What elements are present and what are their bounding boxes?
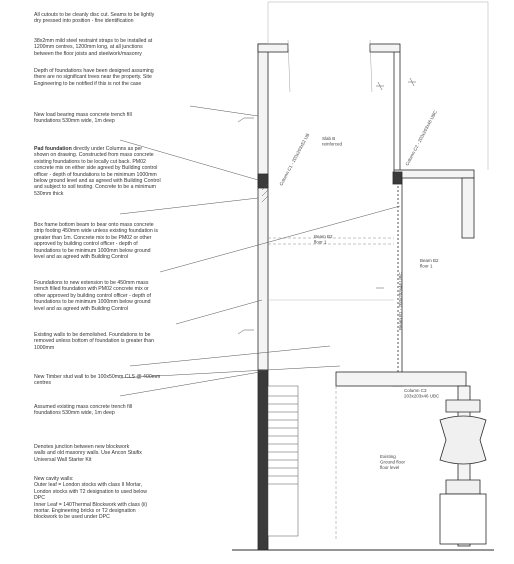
note-existing-trench-fill: Assumed existing mass concrete trench fill foundations 530mm wide, 1m deep bbox=[34, 404, 133, 417]
label-room-right: Beam B2 floor 1 bbox=[420, 258, 439, 269]
note-wall-junction: Denotes junction between new blockwork walls and old masonry walls. Use Ancon Staifix Universal Wall Starter Kit bbox=[34, 444, 142, 463]
right-return-wall bbox=[462, 178, 474, 238]
top-left-wall bbox=[258, 44, 288, 52]
label-column-c1: Column C1 - 203x203x52 UB bbox=[278, 132, 311, 187]
step-wall bbox=[394, 170, 474, 178]
existing-left-wall bbox=[258, 370, 268, 550]
note-cutouts: All cutouts to be cleanly disc cut. Seams to be lightly dry pressed into position - fine identification bbox=[34, 12, 155, 25]
pad-foundation-title: Pad foundation bbox=[34, 146, 72, 152]
label-stair-room: Existing Ground floor floor level bbox=[380, 454, 406, 470]
column-c2 bbox=[393, 172, 402, 184]
note-timber-stud: New Timber stud wall to be 100x50mm CLS @ 400mm centres bbox=[34, 374, 161, 387]
note-cavity-walls: New cavity walls: Outer leaf = London stocks with class II Mortar, London stocks with T2 designation to used below DPC Inner Leaf = 140Thermal Blockwork with class (ii) mortar. Engineering bricks or T2 designation blockwork to be used under DPC bbox=[34, 476, 148, 521]
label-slab: Slab B reinforced bbox=[322, 136, 343, 147]
label-room-mid: Beam B2 floor 1 bbox=[314, 234, 333, 245]
label-beam-b1: Beam B1 - 203x203x46 UBC bbox=[398, 272, 403, 330]
note-trench-fill-new: New load bearing mass concrete trench fill foundations 530mm wide, 1m deep bbox=[34, 112, 132, 125]
column-c1 bbox=[258, 174, 268, 188]
existing-rear-wall bbox=[336, 372, 466, 386]
note-box-frame: Box frame bottom beam to bear onto mass concrete strip footing 450mm wide unless existing foundation is greater than 1m. Concrete mix to be PM02 or other approved by building control officer - depth of foundations to be minimum 1000mm below ground level and as agreed with Building Control bbox=[34, 222, 158, 261]
note-extension-foundations: Foundations to new extension to be 450mm mass trench filled foundation with PM02 concrete mix or other approved by building control officer - depth of foundations to be minimum 1000mm below ground level and as agreed with Building Control bbox=[34, 280, 151, 312]
note-pad-foundation: Pad foundation directly under Columns as per shown on drawing. Constructed from mass concrete existing foundations to be locally cut back. PM02 concrete mix on either side agreed by Building control officer - depth of foundations to be minimum 1000mm below ground level and as agreed with Building Control and subject to soil testing. Concrete to be a minimum 530mm thick bbox=[34, 146, 161, 197]
label-column-c2: Column C2 - 203x203x46 UBC bbox=[404, 109, 438, 167]
note-trees: Depth of foundations have been designed assuming there are no significant trees near the property. Site Engineering to be notified if this is not the case bbox=[34, 68, 154, 87]
top-right-wall bbox=[370, 44, 400, 52]
note-demolish-walls: Existing walls to be demolished. Foundations to be removed unless bottom of foundation is greater than 1000mm bbox=[34, 332, 154, 351]
staircase bbox=[268, 386, 298, 536]
label-column-c3: Column C3 203x203x46 UBC bbox=[404, 388, 440, 399]
note-restraint-straps: 38x2mm mild steel restraint straps to be installed at 1200mm centres, 1200mm long, at all junctions between the floor joists and steelwork/masonry bbox=[34, 38, 153, 57]
left-cavity-wall bbox=[258, 44, 268, 370]
